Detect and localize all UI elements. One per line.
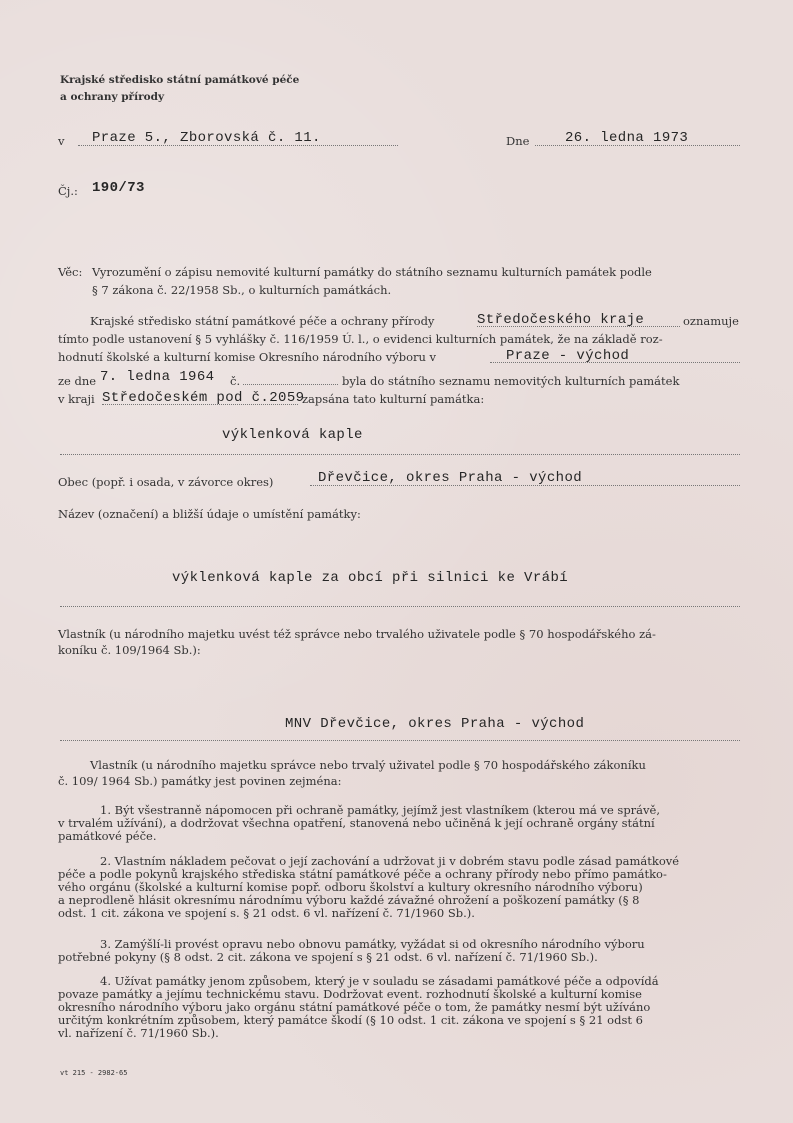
obligation-line: péče a podle pokynů krajského střediska státní památkové péče a ochrany přírody nebo přímo památko- bbox=[58, 867, 667, 881]
reference-label: Čj.: bbox=[58, 184, 78, 198]
obligation-line: potřebné pokyny (§ 8 odst. 2 cit. zákona ve spojení s § 21 odst. 6 vl. nařízení č. 71/1960 Sb.). bbox=[58, 950, 598, 964]
notice-line5-end: zapsána tato kulturní památka: bbox=[302, 392, 485, 406]
obligation-line: v trvalém užívání), a dodržovat všechna opatření, stanovená nebo učiněná k její ochraně orgány státní bbox=[58, 816, 655, 830]
name-location-line bbox=[60, 606, 740, 607]
owner-label-line2: koníku č. 109/1964 Sb.): bbox=[58, 643, 201, 657]
form-code: vt 215 - 2982-65 bbox=[60, 1069, 128, 1077]
place-label: v bbox=[58, 134, 65, 148]
notice-line4-mid: č. bbox=[230, 374, 241, 388]
municipality-value: Dřevčice, okres Praha - východ bbox=[318, 470, 583, 486]
obligation-line: vl. nařízení č. 71/1960 Sb.). bbox=[58, 1026, 219, 1040]
subject-line1: Vyrozumění o zápisu nemovité kulturní památky do státního seznamu kulturních památek podle bbox=[92, 265, 652, 279]
obligation-line: 1. Být všestranně nápomocen při ochraně památky, jejímž jest vlastníkem (kterou má ve správě, bbox=[100, 803, 660, 817]
place-field bbox=[78, 126, 398, 146]
organization-name-line2: a ochrany přírody bbox=[60, 91, 165, 103]
monument-type-line bbox=[60, 454, 740, 455]
decision-number-field bbox=[243, 370, 338, 385]
obligation-line: vého orgánu (školské a kulturní komise popř. odboru školství a kultury okresního národního výboru) bbox=[58, 880, 643, 894]
date-label: Dne bbox=[506, 134, 530, 148]
reference-value: 190/73 bbox=[92, 180, 145, 196]
monument-type-value: výklenková kaple bbox=[222, 427, 363, 443]
obligations-intro-line1: Vlastník (u národního majetku správce nebo trvalý uživatel podle § 70 hospodářského zákoníku bbox=[90, 758, 646, 772]
region-value: Středočeského kraje bbox=[477, 312, 645, 328]
notice-line1-start: Krajské středisko státní památkové péče a ochrany přírody bbox=[90, 314, 435, 328]
date-field bbox=[535, 126, 740, 146]
obligation-line: určitým konkrétním způsobem, který památce škodí (§ 10 odst. 1 cit. zákona ve spojení s § 21 odst 6 bbox=[58, 1013, 643, 1027]
notice-line4-end: byla do státního seznamu nemovitých kulturních památek bbox=[342, 374, 680, 388]
notice-line5-start: v kraji bbox=[58, 392, 95, 406]
notice-line2: tímto podle ustanovení § 5 vyhlášky č. 116/1959 Ú. l., o evidenci kulturních památek, že na základě roz- bbox=[58, 332, 663, 346]
region-field bbox=[477, 308, 680, 327]
owner-label-line1: Vlastník (u národního majetku uvést též správce nebo trvalého uživatele podle § 70 hospodářského zá- bbox=[58, 627, 656, 641]
name-location-value: výklenková kaple za obcí při silnici ke Vrábí bbox=[172, 570, 569, 586]
notice-line4-start: ze dne bbox=[58, 374, 97, 388]
municipality-field bbox=[310, 466, 740, 486]
obligation-line: památkové péče. bbox=[58, 829, 157, 843]
obligation-line: odst. 1 cit. zákona ve spojení s. § 21 odst. 6 vl. nařízení č. 71/1960 Sb.). bbox=[58, 906, 475, 920]
obligation-line: a neprodleně hlásit okresnímu národnímu výboru každé závažné ohrožení a poškození památky (§ 8 bbox=[58, 893, 640, 907]
obligations-intro-line2: č. 109/ 1964 Sb.) památky jest povinen zejména: bbox=[58, 774, 342, 788]
obligation-line: 2. Vlastním nákladem pečovat o její zachování a udržovat ji v dobrém stavu podle zásad památkové bbox=[100, 854, 680, 868]
municipality-label: Obec (popř. i osada, v závorce okres) bbox=[58, 475, 274, 489]
district-value: Praze - východ bbox=[506, 348, 630, 364]
obligation-line: okresního národního výboru jako orgánu státní památkové péče o tom, že památky nesmí být užíváno bbox=[58, 1000, 651, 1014]
district-field bbox=[490, 344, 740, 363]
obligation-line: 4. Užívat památky jenom způsobem, který je v souladu se zásadami památkové péče a odpovídá bbox=[100, 974, 659, 988]
registry-field bbox=[102, 386, 305, 406]
date-value: 26. ledna 1973 bbox=[565, 130, 689, 146]
place-value: Praze 5., Zborovská č. 11. bbox=[92, 130, 321, 146]
owner-value: MNV Dřevčice, okres Praha - východ bbox=[285, 716, 585, 732]
owner-line bbox=[60, 740, 740, 741]
notice-line1-end: oznamuje bbox=[683, 314, 739, 328]
registry-value: Středočeském pod č.2059 bbox=[102, 390, 305, 406]
obligation-line: 3. Zamýšlí-li provést opravu nebo obnovu památky, vyžádat si od okresního národního výboru bbox=[100, 937, 645, 951]
subject-label: Věc: bbox=[58, 265, 83, 279]
subject-line2: § 7 zákona č. 22/1958 Sb., o kulturních památkách. bbox=[92, 283, 392, 297]
obligation-line: povaze památky a jejímu technickému stavu. Dodržovat event. rozhodnutí školské a kulturní komise bbox=[58, 987, 642, 1001]
decision-date-value: 7. ledna 1964 bbox=[100, 369, 215, 385]
notice-line3-start: hodnutí školské a kulturní komise Okresního národního výboru v bbox=[58, 350, 437, 364]
name-location-label: Název (označení) a bližší údaje o umístění památky: bbox=[58, 507, 361, 521]
organization-name-line1: Krajské středisko státní památkové péče bbox=[60, 74, 300, 86]
